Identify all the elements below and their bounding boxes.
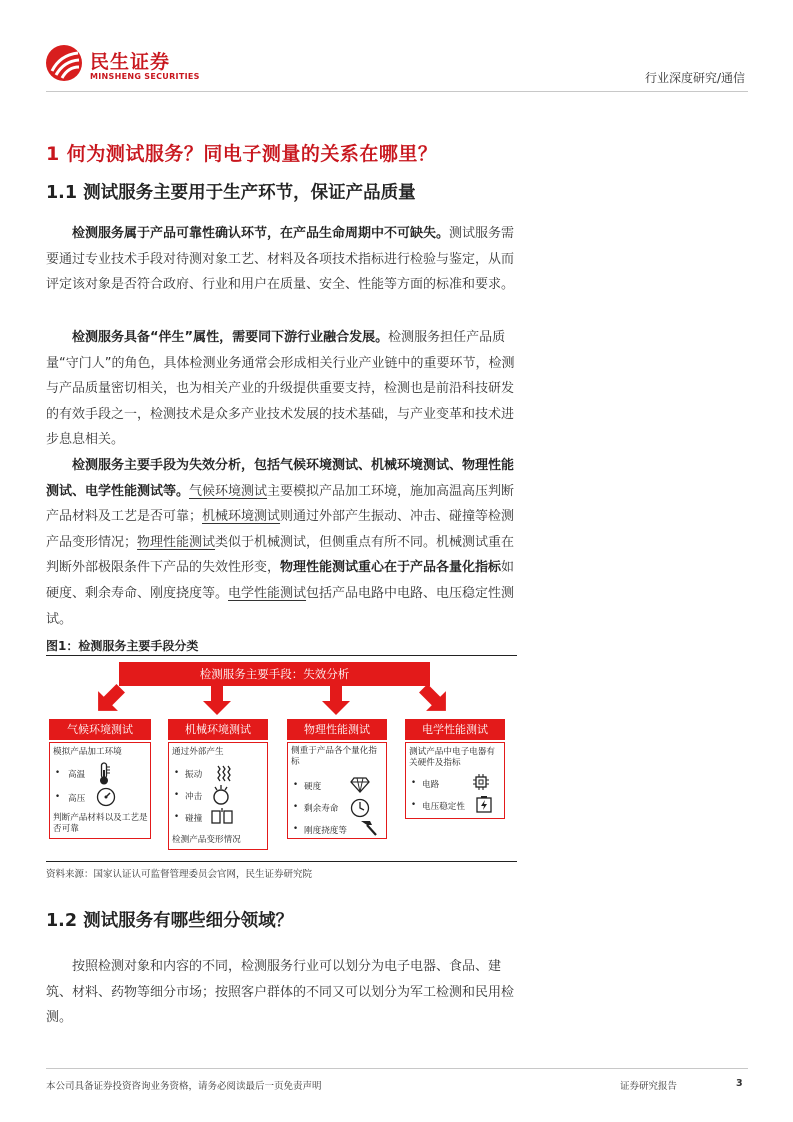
figure-bottom-rule <box>46 861 517 862</box>
mechanical-item-vibration: 振动 <box>185 770 203 780</box>
electrical-item-voltage: 电压稳定性 <box>422 802 465 812</box>
mechanical-item-impact: 冲击 <box>185 792 203 802</box>
footer-divider <box>46 1068 748 1069</box>
category-physical-box <box>287 742 387 839</box>
bullet-icon: • <box>55 768 61 778</box>
arrow-icon <box>413 678 455 720</box>
bullet-icon: • <box>293 780 299 790</box>
paragraph-3 <box>46 453 522 632</box>
category-electrical-box <box>405 742 505 819</box>
physical-item-stiffness: 刚度挠度等 <box>304 826 347 836</box>
footer-report-type: 证券研究报告 <box>620 1081 678 1092</box>
bullet-icon: • <box>174 768 180 778</box>
arrow-icon <box>88 678 130 720</box>
diamond-icon <box>350 777 370 793</box>
category-mechanical-header: 机械环境测试 <box>168 719 268 740</box>
bullet-icon: • <box>411 800 417 810</box>
paragraph-2 <box>46 325 522 453</box>
report-category: 行业深度研究/通信 <box>644 71 745 85</box>
collision-icon <box>211 807 233 825</box>
arrow-icon <box>322 685 350 715</box>
mechanical-item-collision: 碰撞 <box>185 814 203 824</box>
term-climate-test: 气候环境测试 <box>189 483 268 499</box>
subsection-title: 1.1 测试服务主要用于生产环节，保证产品质量 <box>46 183 416 203</box>
category-mechanical-note: 检测产品变形情况 <box>172 835 241 845</box>
physical-item-remaining-life: 剩余寿命 <box>304 804 339 814</box>
paragraph-3-text-2: 则通过外部产生振动、冲击、碰撞等检测产品变形情况； <box>46 509 515 550</box>
chip-icon <box>472 773 490 791</box>
paragraph-3-lead: 检测服务主要手段为失效分析，包括气候环境测试、机械环境测试、物理性能测试、电学性能测试等。 <box>46 458 515 499</box>
paragraph-3-text-4: 如硬度、剩余寿命、刚度挠度等。 <box>46 560 515 601</box>
pressure-gauge-icon <box>96 787 116 807</box>
bullet-icon: • <box>411 778 417 788</box>
header-divider <box>46 91 748 92</box>
bullet-icon: • <box>55 792 61 802</box>
category-climate-header: 气候环境测试 <box>49 719 151 740</box>
climate-item-high-pressure: 高压 <box>68 794 86 804</box>
term-mechanical-test: 机械环境测试 <box>202 509 281 525</box>
category-climate-box <box>49 742 151 839</box>
term-physical-test: 物理性能测试 <box>137 534 216 550</box>
hammer-icon <box>358 819 378 837</box>
battery-icon <box>476 795 492 813</box>
vibration-icon <box>215 765 231 783</box>
section-title: 1 何为测试服务？同电子测量的关系在哪里？ <box>46 143 438 165</box>
category-electrical-desc: 测试产品中电子电器有关硬件及指标 <box>409 747 495 768</box>
electrical-item-circuit: 电路 <box>422 780 440 790</box>
bullet-icon: • <box>174 790 180 800</box>
figure-title: 图1：检测服务主要手段分类 <box>46 639 199 653</box>
category-physical-header: 物理性能测试 <box>287 719 387 740</box>
paragraph-3-text-5: 包括产品电路中电路、电压稳定性测试。 <box>46 585 515 627</box>
logo-text-cn: 民生证券 <box>90 51 171 73</box>
paragraph-3-emphasis: 物理性能测试重心在于产品各量化指标 <box>280 560 502 576</box>
paragraph-4: 按照检测对象和内容的不同，检测服务行业可以划分为电子电器、食品、建筑、材料、药物等细分市场；按照客户群体的不同又可以划分为军工检测和民用检测。 <box>46 959 515 1026</box>
paragraph-1 <box>46 221 522 298</box>
category-electrical-header: 电学性能测试 <box>405 719 505 740</box>
logo-icon <box>46 45 82 81</box>
subsection-title-2: 1.2 测试服务有哪些细分领域？ <box>46 911 294 931</box>
category-mechanical-box <box>168 742 268 850</box>
arrows-layer <box>46 655 517 725</box>
physical-item-hardness: 硬度 <box>304 782 322 792</box>
paragraph-3-text-3: 类似于机械测试，但侧重点有所不同。机械测试重在判断外部极限条件下产品的失效性形变， <box>46 534 515 576</box>
term-electrical-test: 电学性能测试 <box>228 585 307 601</box>
paragraph-1-lead: 检测服务属于产品可靠性确认环节，在产品生命周期中不可缺失。 <box>72 226 450 241</box>
logo-text-en: MINSHENG SECURITIES <box>90 72 200 81</box>
paragraph-2-lead: 检测服务具备“伴生”属性，需要同下游行业融合发展。 <box>72 330 389 345</box>
paragraph-2-text: 检测服务担任产品质量“守门人”的角色，具体检测业务通常会形成相关行业产业链中的重要环节，检测与产品质量密切相关，也为相关产业的升级提供重要支持，检测也是前沿科技研发的有效手段之一，检测技术是众多产业技术发展的技术基础，与产业变革和技术进步息息相关。 <box>46 330 515 448</box>
bullet-icon: • <box>174 812 180 822</box>
category-physical-desc: 侧重于产品各个量化指标 <box>291 746 377 767</box>
impact-icon <box>211 784 231 806</box>
category-climate-note: 判断产品材料以及工艺是否可靠 <box>53 813 148 834</box>
paragraph-3-text-1: 主要模拟产品加工环境，施加高温高压判断产品材料及工艺是否可靠； <box>46 483 515 525</box>
category-climate-desc: 模拟产品加工环境 <box>53 747 122 757</box>
thermometer-icon <box>97 762 111 786</box>
arrow-icon <box>203 685 231 715</box>
figure-source: 资料来源：国家认证认可监督管理委员会官网，民生证券研究院 <box>46 869 313 880</box>
figure-banner: 检测服务主要手段：失效分析 <box>119 662 430 686</box>
bullet-icon: • <box>293 824 299 834</box>
category-mechanical-desc: 通过外部产生 <box>172 747 224 757</box>
climate-item-high-temp: 高温 <box>68 770 86 780</box>
clock-icon <box>350 798 370 818</box>
footer-disclaimer: 本公司具备证券投资咨询业务资格，请务必阅读最后一页免责声明 <box>46 1081 322 1092</box>
page-number: 3 <box>736 1078 743 1089</box>
paragraph-1-text: 测试服务需要通过专业技术手段对待测对象工艺、材料及各项技术指标进行检验与鉴定，从而评定该对象是否符合政府、行业和用户在质量、安全、性能等方面的标准和要求。 <box>46 226 515 293</box>
bullet-icon: • <box>293 802 299 812</box>
